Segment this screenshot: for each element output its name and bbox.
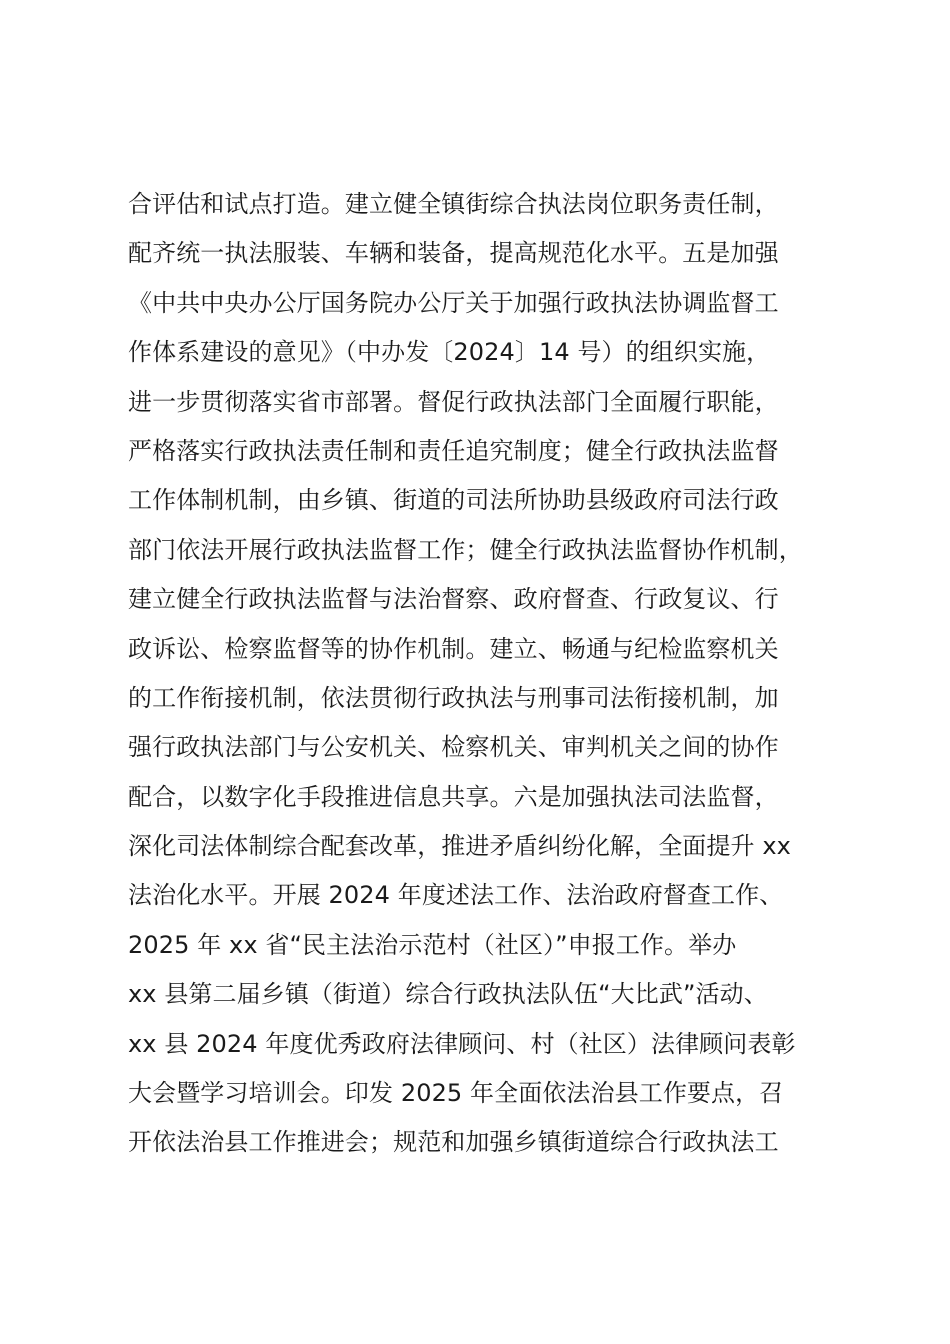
text-line: xx 县 2024 年度优秀政府法律顾问、村（社区）法律顾问表彰: [128, 1029, 796, 1058]
text-line: 深化司法体制综合配套改革，推进矛盾纠纷化解，全面提升 xx: [128, 832, 791, 861]
text-line: 配合，以数字化手段推进信息共享。六是加强执法司法监督，: [128, 782, 779, 811]
text-line: 部门依法开展行政执法监督工作；健全行政执法监督协作机制，: [128, 535, 803, 564]
body-paragraph: [128, 180, 868, 1168]
text-line: 大会暨学习培训会。印发 2025 年全面依法治县工作要点，召: [128, 1079, 784, 1108]
text-line: 配齐统一执法服装、车辆和装备，提高规范化水平。五是加强: [128, 239, 779, 268]
text-line: 的工作衔接机制，依法贯彻行政执法与刑事司法衔接机制，加: [128, 683, 779, 712]
text-line: 工作体制机制，由乡镇、街道的司法所协助县级政府司法行政: [128, 486, 779, 515]
text-line: 建立健全行政执法监督与法治督察、政府督查、行政复议、行: [128, 585, 779, 614]
text-line: 合评估和试点打造。建立健全镇街综合执法岗位职务责任制，: [128, 190, 779, 218]
text-line: xx 县第二届乡镇（街道）综合行政执法队伍“大比武”活动、: [128, 980, 768, 1009]
text-line: 严格落实行政执法责任制和责任追究制度；健全行政执法监督: [128, 436, 779, 465]
text-line: 政诉讼、检察监督等的协作机制。建立、畅通与纪检监察机关: [128, 634, 779, 663]
text-line: 强行政执法部门与公安机关、检察机关、审判机关之间的协作: [128, 733, 779, 762]
text-line: 开依法治县工作推进会；规范和加强乡镇街道综合行政执法工: [128, 1128, 779, 1157]
text-line: 法治化水平。开展 2024 年度述法工作、法治政府督查工作、: [128, 881, 784, 910]
text-line: 2025 年 xx 省“民主法治示范村（社区）”申报工作。举办: [128, 930, 737, 959]
text-line: 《中共中央办公厅国务院办公厅关于加强行政执法协调监督工: [128, 288, 779, 317]
text-line: 作体系建设的意见》（中办发〔2024〕14 号）的组织实施，: [128, 338, 771, 367]
text-line: 进一步贯彻落实省市部署。督促行政执法部门全面履行职能，: [128, 387, 779, 416]
